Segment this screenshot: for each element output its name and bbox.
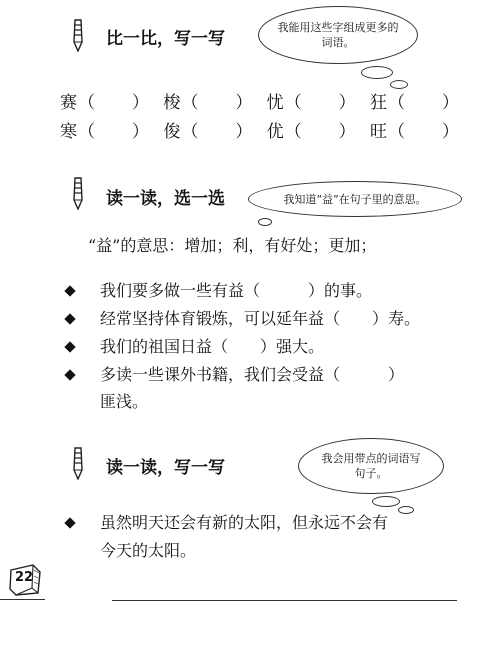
page-number: 22 [15,570,34,585]
list-item-text: 经常坚持体育锻炼，可以延年益（ ）寿。 [100,309,421,328]
thought-bubble-dot [361,66,393,79]
compare-row-1 [60,88,460,113]
list-item-text-continued: 今天的太阳。 [100,541,197,560]
thought-bubble-dot [372,496,400,507]
fill-item: 俊（ ） [163,122,254,142]
section-title-write: 读一读，写一写 [106,458,225,478]
list-item [66,361,466,415]
list-item [66,509,466,565]
compare-row-2 [60,117,460,142]
section-title-choose: 读一读，选一选 [106,189,225,209]
thought-bubble-dot [258,218,272,226]
list-item-text: 多读一些课外书籍，我们会受益（ ） [100,365,405,384]
thought-cloud [298,438,444,494]
cloud-text: 我知道“益”在句子里的意思。 [283,192,427,206]
word-meaning: “益”的意思：增加；利，有好处；更加； [88,236,377,255]
list-item [66,305,466,332]
footer-rule-left [0,599,45,600]
pencil-icon [70,18,86,52]
fill-item: 旺（ ） [369,122,460,142]
list-item-text-continued: 匪浅。 [100,392,149,411]
list-item-text: 虽然明天还会有新的太阳，但永远不会有 [100,513,389,532]
thought-cloud [248,181,462,217]
thought-cloud [258,6,418,64]
fill-item: 忧（ ） [266,93,357,113]
diamond-bullet-icon [64,517,75,528]
footer-rule [112,600,457,601]
diamond-bullet-icon [64,341,75,352]
pencil-icon [70,446,86,480]
list-item-text: 我们要多做一些有益（ ）的事。 [100,281,373,300]
fill-item: 狂（ ） [369,93,460,113]
list-item-text: 我们的祖国日益（ ）强大。 [100,337,325,356]
fill-item: 赛（ ） [60,93,150,113]
fill-item: 寒（ ） [60,122,150,142]
fill-item: 优（ ） [266,122,357,142]
list-item [66,333,466,360]
fill-item: 梭（ ） [163,93,254,113]
diamond-bullet-icon [64,285,75,296]
list-item [66,277,466,304]
diamond-bullet-icon [64,369,75,380]
section-title-compare: 比一比，写一写 [106,29,225,49]
pencil-icon [70,176,86,210]
diamond-bullet-icon [64,313,75,324]
cloud-text: 我能用这些字组成更多的词语。 [277,21,399,49]
cloud-text: 我会用带点的词语写句子。 [321,452,421,480]
